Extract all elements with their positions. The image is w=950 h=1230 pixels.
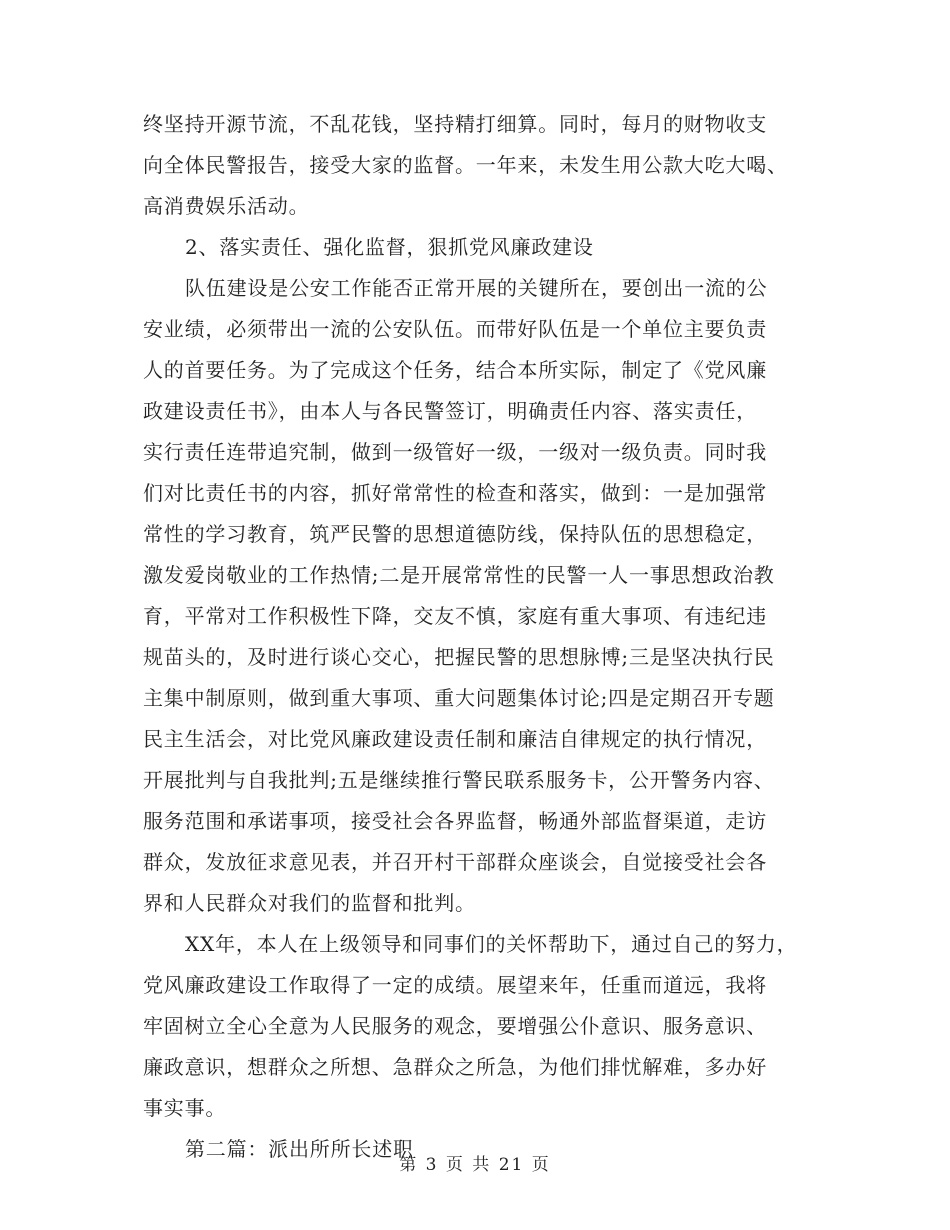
text-line: 们对比责任书的内容，抓好常常性的检查和落实，做到：一是加强常 — [143, 481, 767, 505]
text-line: 群众，发放征求意见表，并召开村干部群众座谈会，自觉接受社会各 — [143, 850, 767, 874]
paragraph-2 — [143, 268, 823, 924]
text-line: 廉政意识，想群众之所想、急群众之所急，为他们排忧解难，多办好 — [143, 1055, 767, 1079]
page-number-footer: 第 3 页 共 21 页 — [399, 1155, 551, 1175]
text-line: 向全体民警报告，接受大家的监督。一年来，未发生用公款大吃大喝、 — [143, 153, 788, 177]
section-heading — [143, 227, 823, 268]
text-line: 终坚持开源节流，不乱花钱，坚持精打细算。同时，每月的财物收支 — [143, 112, 767, 136]
paragraph-1 — [143, 104, 823, 227]
text-line: 实行责任连带追究制，做到一级管好一级，一级对一级负责。同时我 — [143, 440, 767, 464]
text-line: 事实事。 — [143, 1096, 227, 1120]
text-line: 界和人民群众对我们的监督和批判。 — [143, 891, 476, 915]
text-line: 人的首要任务。为了完成这个任务，结合本所实际，制定了《党风廉 — [143, 358, 767, 382]
text-line: 开展批判与自我批判;五是继续推行警民联系服务卡，公开警务内容、 — [143, 768, 775, 792]
text-line: 2、落实责任、强化监督，狠抓党风廉政建设 — [185, 235, 594, 259]
document-body — [143, 104, 823, 1170]
text-line: 队伍建设是公安工作能否正常开展的关键所在，要创出一流的公 — [185, 276, 768, 300]
text-line: 党风廉政建设工作取得了一定的成绩。展望来年，任重而道远，我将 — [143, 973, 767, 997]
paragraph-3 — [143, 924, 823, 1129]
text-line: 民主生活会，对比党风廉政建设责任制和廉洁自律规定的执行情况， — [143, 727, 767, 751]
text-line: 主集中制原则，做到重大事项、重大问题集体讨论;四是定期召开专题 — [143, 686, 775, 710]
text-line: 激发爱岗敬业的工作热情;二是开展常常性的民警一人一事思想政治教 — [143, 563, 775, 587]
text-line: 常性的学习教育，筑严民警的思想道德防线，保持队伍的思想稳定， — [143, 522, 767, 546]
text-line: 牢固树立全心全意为人民服务的观念，要增强公仆意识、服务意识、 — [143, 1014, 767, 1038]
text-line: 第二篇：派出所所长述职 — [185, 1137, 414, 1161]
text-line: 服务范围和承诺事项，接受社会各界监督，畅通外部监督渠道，走访 — [143, 809, 767, 833]
text-line: XX年，本人在上级领导和同事们的关怀帮助下，通过自己的努力， — [185, 932, 798, 956]
text-line: 政建设责任书》，由本人与各民警签订，明确责任内容、落实责任， — [143, 399, 757, 423]
text-line: 高消费娱乐活动。 — [143, 194, 310, 218]
text-line: 规苗头的，及时进行谈心交心，把握民警的思想脉博;三是坚决执行民 — [143, 645, 775, 669]
text-line: 育，平常对工作积极性下降，交友不慎，家庭有重大事项、有违纪违 — [143, 604, 767, 628]
text-line: 安业绩，必须带出一流的公安队伍。而带好队伍是一个单位主要负责 — [143, 317, 767, 341]
